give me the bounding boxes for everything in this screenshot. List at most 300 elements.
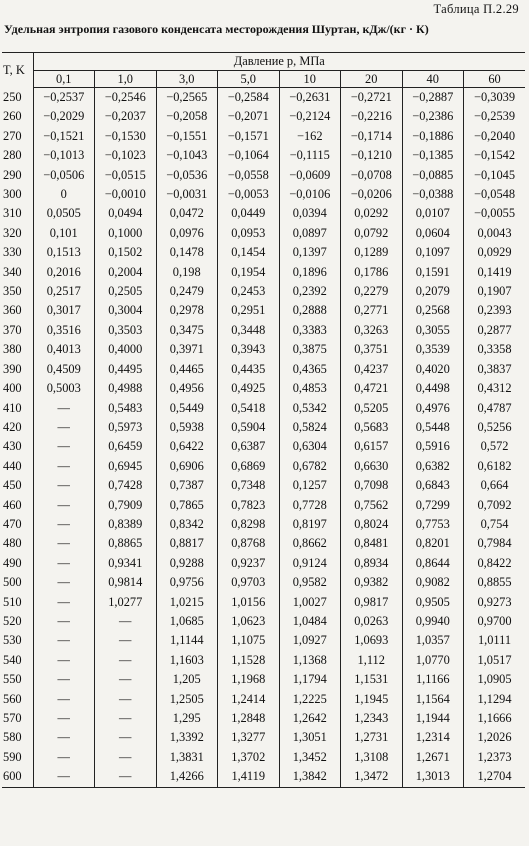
entropy-value-cell: −0,0106 xyxy=(279,185,341,204)
entropy-value-cell: 1,3842 xyxy=(279,767,341,787)
entropy-value-cell: 0,4721 xyxy=(341,379,403,398)
pressure-header-cell: 5,0 xyxy=(218,71,280,88)
entropy-value-cell: −0,0031 xyxy=(156,185,218,204)
entropy-value-cell: 0,0505 xyxy=(33,204,95,223)
entropy-value-cell: 1,1564 xyxy=(402,690,464,709)
entropy-value-cell: 0,2393 xyxy=(464,301,526,320)
table-row xyxy=(2,282,525,301)
entropy-value-cell: 0,4509 xyxy=(33,360,95,379)
entropy-value-cell: 1,0905 xyxy=(464,670,526,689)
entropy-value-cell: −0,1571 xyxy=(218,127,280,146)
entropy-value-cell: 0,8422 xyxy=(464,554,526,573)
entropy-value-cell: 0,1591 xyxy=(402,263,464,282)
entropy-value-cell: 0,9582 xyxy=(279,573,341,592)
entropy-value-cell: 0,4013 xyxy=(33,340,95,359)
entropy-value-cell: 0,6422 xyxy=(156,437,218,456)
entropy-value-cell: 1,3051 xyxy=(279,728,341,747)
entropy-value-cell: 0,7865 xyxy=(156,496,218,515)
entropy-value-cell: −0,2584 xyxy=(218,88,280,108)
entropy-value-cell: 1,1528 xyxy=(218,651,280,670)
entropy-value-cell: 0,8855 xyxy=(464,573,526,592)
entropy-value-cell: 0,7984 xyxy=(464,534,526,553)
entropy-value-cell: 0,8817 xyxy=(156,534,218,553)
entropy-value-cell: −0,2071 xyxy=(218,107,280,126)
entropy-value-cell: 0,0107 xyxy=(402,204,464,223)
entropy-value-cell: 1,0277 xyxy=(95,593,157,612)
entropy-value-cell: 1,3108 xyxy=(341,748,403,767)
entropy-value-cell: 0,9700 xyxy=(464,612,526,631)
entropy-value-cell: 1,295 xyxy=(156,709,218,728)
entropy-value-cell: −0,1385 xyxy=(402,146,464,165)
entropy-value-cell: 1,0623 xyxy=(218,612,280,631)
entropy-value-cell: −0,3039 xyxy=(464,88,526,108)
entropy-value-cell: 0 xyxy=(33,185,95,204)
entropy-value-cell: 0,6459 xyxy=(95,437,157,456)
entropy-value-cell: 0,3503 xyxy=(95,321,157,340)
entropy-value-cell: 0,5904 xyxy=(218,418,280,437)
entropy-value-cell: 0,2877 xyxy=(464,321,526,340)
entropy-value-cell: 0,6157 xyxy=(341,437,403,456)
entropy-value-cell: 0,1289 xyxy=(341,243,403,262)
entropy-value-cell: −0,2565 xyxy=(156,88,218,108)
entropy-value-cell: 1,2343 xyxy=(341,709,403,728)
entropy-value-cell: — xyxy=(33,476,95,495)
temperature-cell: 380 xyxy=(3,342,22,357)
entropy-value-cell: 1,2505 xyxy=(156,690,218,709)
entropy-value-cell: 0,8024 xyxy=(341,515,403,534)
entropy-value-cell: −0,0506 xyxy=(33,166,95,185)
entropy-value-cell: 0,7098 xyxy=(341,476,403,495)
entropy-value-cell: — xyxy=(33,670,95,689)
entropy-value-cell: 0,9814 xyxy=(95,573,157,592)
entropy-value-cell: 0,1454 xyxy=(218,243,280,262)
entropy-value-cell: 0,6182 xyxy=(464,457,526,476)
entropy-value-cell: — xyxy=(33,534,95,553)
entropy-value-cell: 0,5916 xyxy=(402,437,464,456)
entropy-value-cell: — xyxy=(33,690,95,709)
table-row xyxy=(2,554,525,573)
entropy-value-cell: 0,8865 xyxy=(95,534,157,553)
temperature-cell: 480 xyxy=(3,536,22,551)
entropy-value-cell: 0,9940 xyxy=(402,612,464,631)
entropy-value-cell: 0,5938 xyxy=(156,418,218,437)
entropy-value-cell: −0,2386 xyxy=(402,107,464,126)
entropy-value-cell: 1,2671 xyxy=(402,748,464,767)
entropy-value-cell: — xyxy=(95,709,157,728)
entropy-value-cell: 1,0027 xyxy=(279,593,341,612)
table-row xyxy=(2,476,525,495)
entropy-value-cell: — xyxy=(33,418,95,437)
pressure-header-cell: 10 xyxy=(279,71,341,88)
entropy-value-cell: 0,2453 xyxy=(218,282,280,301)
entropy-value-cell: 0,3263 xyxy=(341,321,403,340)
entropy-value-cell: 0,7428 xyxy=(95,476,157,495)
entropy-value-cell: 0,9124 xyxy=(279,554,341,573)
entropy-value-cell: −0,0055 xyxy=(464,204,526,223)
entropy-value-cell: 0,3358 xyxy=(464,340,526,359)
temperature-cell: 490 xyxy=(3,555,22,570)
entropy-value-cell: 0,9703 xyxy=(218,573,280,592)
table-row xyxy=(2,360,525,379)
entropy-value-cell: −0,2040 xyxy=(464,127,526,146)
entropy-value-cell: 0,2079 xyxy=(402,282,464,301)
entropy-value-cell: 0,5449 xyxy=(156,399,218,418)
entropy-value-cell: 0,5003 xyxy=(33,379,95,398)
table-row xyxy=(2,534,525,553)
entropy-value-cell: 0,0292 xyxy=(341,204,403,223)
entropy-value-cell: −0,0388 xyxy=(402,185,464,204)
temperature-cell: 260 xyxy=(3,109,22,124)
temperature-cell: 520 xyxy=(3,613,22,628)
temperature-cell: 310 xyxy=(3,206,22,221)
table-header xyxy=(2,53,525,88)
entropy-value-cell: −0,1714 xyxy=(341,127,403,146)
entropy-value-cell: 0,6782 xyxy=(279,457,341,476)
entropy-value-cell: 0,6387 xyxy=(218,437,280,456)
entropy-value-cell: 0,1397 xyxy=(279,243,341,262)
entropy-value-cell: 0,4956 xyxy=(156,379,218,398)
entropy-value-cell: 0,0976 xyxy=(156,224,218,243)
entropy-value-cell: −0,0536 xyxy=(156,166,218,185)
entropy-value-cell: −0,2546 xyxy=(95,88,157,108)
entropy-value-cell: 0,198 xyxy=(156,263,218,282)
entropy-value-cell: 0,5683 xyxy=(341,418,403,437)
entropy-value-cell: 0,2505 xyxy=(95,282,157,301)
entropy-value-cell: — xyxy=(95,631,157,650)
entropy-value-cell: −0,1045 xyxy=(464,166,526,185)
entropy-value-cell: 1,1166 xyxy=(402,670,464,689)
entropy-value-cell: 0,9817 xyxy=(341,593,403,612)
temperature-cell: 430 xyxy=(3,439,22,454)
entropy-value-cell: 0,1097 xyxy=(402,243,464,262)
entropy-value-cell: 0,7562 xyxy=(341,496,403,515)
table-row xyxy=(2,457,525,476)
entropy-value-cell: 1,0770 xyxy=(402,651,464,670)
entropy-value-cell: 0,6869 xyxy=(218,457,280,476)
pressure-header-cell: 0,1 xyxy=(33,71,95,88)
entropy-value-cell: 0,0953 xyxy=(218,224,280,243)
entropy-value-cell: 0,1954 xyxy=(218,263,280,282)
entropy-value-cell: 0,4787 xyxy=(464,399,526,418)
entropy-value-cell: 0,0494 xyxy=(95,204,157,223)
entropy-value-cell: 0,9505 xyxy=(402,593,464,612)
entropy-value-cell: 1,2373 xyxy=(464,748,526,767)
entropy-value-cell: — xyxy=(33,748,95,767)
entropy-value-cell: 0,4498 xyxy=(402,379,464,398)
table-row xyxy=(2,631,525,650)
entropy-value-cell: 0,0472 xyxy=(156,204,218,223)
table-row xyxy=(2,379,525,398)
entropy-value-cell: 0,754 xyxy=(464,515,526,534)
entropy-value-cell: 0,9237 xyxy=(218,554,280,573)
table-row xyxy=(2,340,525,359)
entropy-value-cell: 0,4365 xyxy=(279,360,341,379)
table-row xyxy=(2,670,525,689)
table-number: Таблица П.2.29 xyxy=(433,2,519,16)
entropy-value-cell: 0,5342 xyxy=(279,399,341,418)
entropy-value-cell: 0,664 xyxy=(464,476,526,495)
entropy-value-cell: −0,2721 xyxy=(341,88,403,108)
entropy-value-cell: 0,4435 xyxy=(218,360,280,379)
entropy-value-cell: — xyxy=(33,573,95,592)
entropy-value-cell: 0,0263 xyxy=(341,612,403,631)
entropy-value-cell: 0,3004 xyxy=(95,301,157,320)
entropy-value-cell: −0,2631 xyxy=(279,88,341,108)
entropy-value-cell: 0,7753 xyxy=(402,515,464,534)
entropy-value-cell: 0,8934 xyxy=(341,554,403,573)
table-row xyxy=(2,166,525,185)
table-body xyxy=(2,88,525,788)
entropy-value-cell: 0,8197 xyxy=(279,515,341,534)
temperature-cell: 420 xyxy=(3,419,22,434)
entropy-value-cell: 0,1478 xyxy=(156,243,218,262)
entropy-value-cell: −0,0885 xyxy=(402,166,464,185)
table-row xyxy=(2,185,525,204)
entropy-value-cell: 0,7092 xyxy=(464,496,526,515)
entropy-value-cell: — xyxy=(95,651,157,670)
temperature-cell: 390 xyxy=(3,361,22,376)
entropy-value-cell: 0,4237 xyxy=(341,360,403,379)
entropy-value-cell: −0,0053 xyxy=(218,185,280,204)
entropy-value-cell: 1,2848 xyxy=(218,709,280,728)
entropy-value-cell: −0,1551 xyxy=(156,127,218,146)
entropy-value-cell: 0,8298 xyxy=(218,515,280,534)
table-row xyxy=(2,573,525,592)
table-row xyxy=(2,709,525,728)
entropy-value-cell: 0,1000 xyxy=(95,224,157,243)
entropy-value-cell: −0,0558 xyxy=(218,166,280,185)
entropy-value-cell: — xyxy=(33,437,95,456)
temperature-cell: 600 xyxy=(2,767,33,787)
entropy-value-cell: −0,2037 xyxy=(95,107,157,126)
entropy-value-cell: 1,0215 xyxy=(156,593,218,612)
pressure-header-cell: 1,0 xyxy=(95,71,157,88)
temperature-cell: 590 xyxy=(3,749,22,764)
pressure-header-row xyxy=(2,71,525,88)
entropy-value-cell: 0,1502 xyxy=(95,243,157,262)
entropy-value-cell: 1,205 xyxy=(156,670,218,689)
entropy-value-cell: 0,4465 xyxy=(156,360,218,379)
entropy-value-cell: 0,2771 xyxy=(341,301,403,320)
temperature-cell: 550 xyxy=(3,672,22,687)
entropy-value-cell: 1,1968 xyxy=(218,670,280,689)
entropy-value-cell: 1,1666 xyxy=(464,709,526,728)
entropy-value-cell: 1,2225 xyxy=(279,690,341,709)
table-row xyxy=(2,301,525,320)
entropy-value-cell: 1,3392 xyxy=(156,728,218,747)
entropy-value-cell: 1,4119 xyxy=(218,767,280,787)
table-row xyxy=(2,515,525,534)
entropy-value-cell: −0,0708 xyxy=(341,166,403,185)
entropy-value-cell: — xyxy=(33,515,95,534)
entropy-value-cell: −0,2124 xyxy=(279,107,341,126)
entropy-value-cell: 0,6304 xyxy=(279,437,341,456)
entropy-value-cell: 1,0685 xyxy=(156,612,218,631)
table-row xyxy=(2,127,525,146)
entropy-value-cell: — xyxy=(95,612,157,631)
table-row xyxy=(2,146,525,165)
entropy-value-cell: 0,9341 xyxy=(95,554,157,573)
entropy-value-cell: −0,2029 xyxy=(33,107,95,126)
entropy-value-cell: — xyxy=(95,728,157,747)
temperature-cell: 360 xyxy=(3,303,22,318)
entropy-value-cell: 0,4853 xyxy=(279,379,341,398)
entropy-value-cell: 0,3448 xyxy=(218,321,280,340)
entropy-value-cell: −162 xyxy=(279,127,341,146)
entropy-value-cell: 1,2026 xyxy=(464,728,526,747)
table-row xyxy=(2,593,525,612)
entropy-value-cell: 0,0043 xyxy=(464,224,526,243)
table-row xyxy=(2,88,525,108)
entropy-value-cell: — xyxy=(33,612,95,631)
entropy-value-cell: 0,572 xyxy=(464,437,526,456)
entropy-value-cell: 1,0357 xyxy=(402,631,464,650)
entropy-value-cell: — xyxy=(33,496,95,515)
entropy-table xyxy=(2,52,525,788)
entropy-value-cell: 1,1075 xyxy=(218,631,280,650)
entropy-value-cell: 0,3383 xyxy=(279,321,341,340)
temperature-cell: 470 xyxy=(3,516,22,531)
entropy-value-cell: 1,1531 xyxy=(341,670,403,689)
entropy-value-cell: — xyxy=(33,767,95,787)
entropy-value-cell: 0,1419 xyxy=(464,263,526,282)
entropy-value-cell: — xyxy=(33,651,95,670)
entropy-value-cell: 0,5973 xyxy=(95,418,157,437)
entropy-value-cell: 0,2016 xyxy=(33,263,95,282)
entropy-value-cell: 0,8342 xyxy=(156,515,218,534)
entropy-value-cell: −0,1043 xyxy=(156,146,218,165)
entropy-value-cell: 0,9288 xyxy=(156,554,218,573)
entropy-value-cell: 1,3702 xyxy=(218,748,280,767)
temperature-cell: 440 xyxy=(3,458,22,473)
entropy-value-cell: 0,3837 xyxy=(464,360,526,379)
entropy-value-cell: 0,5205 xyxy=(341,399,403,418)
entropy-value-cell: 1,3013 xyxy=(402,767,464,787)
entropy-value-cell: 0,3516 xyxy=(33,321,95,340)
entropy-value-cell: — xyxy=(33,709,95,728)
entropy-value-cell: 0,0449 xyxy=(218,204,280,223)
entropy-value-cell: 1,3277 xyxy=(218,728,280,747)
temperature-cell: 530 xyxy=(3,633,22,648)
entropy-value-cell: 0,4925 xyxy=(218,379,280,398)
temperature-cell: 580 xyxy=(3,730,22,745)
entropy-value-cell: 0,4020 xyxy=(402,360,464,379)
temperature-cell: 560 xyxy=(3,691,22,706)
entropy-value-cell: 0,6945 xyxy=(95,457,157,476)
entropy-value-cell: 1,0156 xyxy=(218,593,280,612)
temperature-cell: 370 xyxy=(3,322,22,337)
table-row xyxy=(2,418,525,437)
temperature-cell: 290 xyxy=(3,167,22,182)
entropy-value-cell: −0,1886 xyxy=(402,127,464,146)
pressure-group-header: Давление p, МПа xyxy=(33,53,525,71)
entropy-value-cell: 1,2642 xyxy=(279,709,341,728)
entropy-value-cell: 0,5418 xyxy=(218,399,280,418)
entropy-value-cell: 0,1257 xyxy=(279,476,341,495)
entropy-value-cell: 1,112 xyxy=(341,651,403,670)
entropy-value-cell: −0,1210 xyxy=(341,146,403,165)
entropy-value-cell: 0,2888 xyxy=(279,301,341,320)
entropy-value-cell: −0,2216 xyxy=(341,107,403,126)
entropy-value-cell: 1,0111 xyxy=(464,631,526,650)
pressure-header-cell: 40 xyxy=(402,71,464,88)
entropy-value-cell: 1,0693 xyxy=(341,631,403,650)
entropy-value-cell: 1,0927 xyxy=(279,631,341,650)
entropy-value-cell: 0,4988 xyxy=(95,379,157,398)
entropy-value-cell: 0,0792 xyxy=(341,224,403,243)
table-row xyxy=(2,107,525,126)
entropy-value-cell: 0,3055 xyxy=(402,321,464,340)
entropy-value-cell: 0,101 xyxy=(33,224,95,243)
entropy-value-cell: 1,1944 xyxy=(402,709,464,728)
entropy-value-cell: −0,0548 xyxy=(464,185,526,204)
entropy-value-cell: 1,1603 xyxy=(156,651,218,670)
entropy-value-cell: 0,3475 xyxy=(156,321,218,340)
entropy-value-cell: — xyxy=(33,457,95,476)
entropy-value-cell: — xyxy=(95,690,157,709)
temperature-cell: 540 xyxy=(3,652,22,667)
entropy-value-cell: 1,3452 xyxy=(279,748,341,767)
entropy-value-cell: −0,1013 xyxy=(33,146,95,165)
entropy-value-cell: 1,0484 xyxy=(279,612,341,631)
entropy-value-cell: −0,2058 xyxy=(156,107,218,126)
entropy-value-cell: 0,1513 xyxy=(33,243,95,262)
entropy-value-cell: — xyxy=(33,728,95,747)
entropy-value-cell: 0,6906 xyxy=(156,457,218,476)
entropy-value-cell: 0,3539 xyxy=(402,340,464,359)
entropy-value-cell: 0,3751 xyxy=(341,340,403,359)
table-row xyxy=(2,204,525,223)
entropy-value-cell: 1,3831 xyxy=(156,748,218,767)
table-row xyxy=(2,690,525,709)
entropy-value-cell: 1,2314 xyxy=(402,728,464,747)
entropy-value-cell: −0,1064 xyxy=(218,146,280,165)
entropy-value-cell: −0,0206 xyxy=(341,185,403,204)
entropy-value-cell: 0,2392 xyxy=(279,282,341,301)
entropy-value-cell: 0,7299 xyxy=(402,496,464,515)
entropy-value-cell: 0,6382 xyxy=(402,457,464,476)
entropy-value-cell: 1,1294 xyxy=(464,690,526,709)
entropy-value-cell: 0,0394 xyxy=(279,204,341,223)
entropy-value-cell: 0,1907 xyxy=(464,282,526,301)
table-row xyxy=(2,728,525,747)
entropy-value-cell: — xyxy=(33,593,95,612)
entropy-value-cell: 0,7728 xyxy=(279,496,341,515)
entropy-value-cell: 0,2279 xyxy=(341,282,403,301)
temperature-cell: 270 xyxy=(3,128,22,143)
table-row xyxy=(2,243,525,262)
entropy-value-cell: 0,2951 xyxy=(218,301,280,320)
table-row xyxy=(2,321,525,340)
table-row xyxy=(2,748,525,767)
pressure-header-cell: 60 xyxy=(464,71,526,88)
temperature-cell: 330 xyxy=(3,245,22,260)
entropy-value-cell: 1,2704 xyxy=(464,767,526,787)
table-caption: Удельная энтропия газового конденсата месторождения Шуртан, кДж/(кг · К) xyxy=(4,22,429,36)
entropy-value-cell: 0,5448 xyxy=(402,418,464,437)
entropy-value-cell: −0,1542 xyxy=(464,146,526,165)
pressure-header-cell: 3,0 xyxy=(156,71,218,88)
temperature-cell: 250 xyxy=(3,89,22,104)
entropy-value-cell: 0,3943 xyxy=(218,340,280,359)
entropy-value-cell: 1,1368 xyxy=(279,651,341,670)
entropy-value-cell: — xyxy=(33,631,95,650)
entropy-value-cell: 1,2414 xyxy=(218,690,280,709)
entropy-value-cell: 0,2978 xyxy=(156,301,218,320)
entropy-value-cell: 1,0517 xyxy=(464,651,526,670)
temperature-cell: 280 xyxy=(3,148,22,163)
entropy-value-cell: — xyxy=(95,670,157,689)
